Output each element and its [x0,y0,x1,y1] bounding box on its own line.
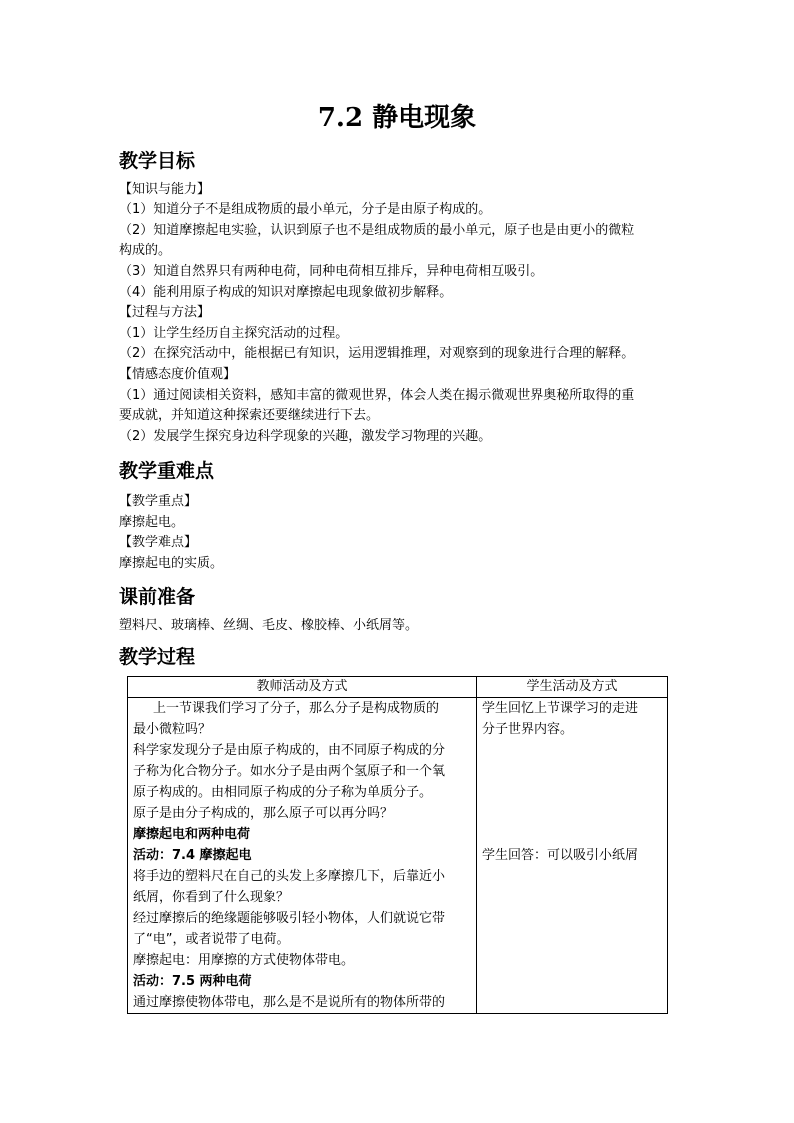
goals-line: 【过程与方法】 [119,305,211,320]
keypoints-line: 【教学难点】 [119,535,198,550]
section-heading-keypoints: 教学重难点 [119,460,215,482]
teacher-line: 子称为化合物分子。如水分子是由两个氢原子和一个氧 [133,764,446,779]
goals-line: 构成的。 [119,243,172,258]
teacher-line: 纸屑，你看到了什么现象？ [133,890,290,905]
section-heading-process: 教学过程 [119,646,196,668]
student-spacer [482,740,662,761]
prep-line: 塑料尺、玻璃棒、丝绸、毛皮、橡胶棒、小纸屑等。 [119,618,419,633]
student-line: 分子世界内容。 [482,722,574,737]
teacher-line: 科学家发现分子是由原子构成的，由不同原子构成的分 [133,743,446,758]
student-spacer [482,761,662,782]
student-cell [477,698,668,1014]
student-spacer [482,803,662,824]
keypoints-line: 摩擦起电。 [119,515,185,530]
goals-line: 要成就，并知道这种探索还要继续进行下去。 [119,408,380,423]
goals-line: （2）在探究活动中，能根据已有知识，运用逻辑推理，对观察到的现象进行合理的解释。 [119,346,635,361]
goals-line: （1）知道分子不是组成物质的最小单元，分子是由原子构成的。 [119,202,492,217]
table-header-teacher: 教师活动及方式 [128,677,477,698]
keypoints-line: 【教学重点】 [119,494,198,509]
goals-line: （3）知道自然界只有两种电荷，同种电荷相互排斥，异种电荷相互吸引。 [119,264,544,279]
student-line: 学生回忆上节课学习的走进 [482,701,639,716]
teacher-subheading: 活动：7.4 摩擦起电 [133,848,252,863]
goals-line: （1）通过阅读相关资料，感知丰富的微观世界，体会人类在揭示微观世界奥秘所取得的重 [119,388,635,403]
goals-line: 【知识与能力】 [119,182,211,197]
teacher-line: 摩擦起电：用摩擦的方式使物体带电。 [133,953,355,968]
goals-line: 【情感态度价值观】 [119,367,237,382]
goals-line: （2）知道摩擦起电实验，认识到原子也不是组成物质的最小单元，原子也是由更小的微粒 [119,223,635,238]
goals-line: （1）让学生经历自主探究活动的过程。 [119,326,349,341]
student-spacer [482,824,662,845]
teacher-subheading: 摩擦起电和两种电荷 [133,827,251,842]
teacher-line: 经过摩擦后的绝缘题能够吸引轻小物体，人们就说它带 [133,911,446,926]
teacher-line: 了“电”，或者说带了电荷。 [133,932,290,947]
table-header-row [128,677,668,698]
teacher-line: 原子构成的。由相同原子构成的分子称为单质分子。 [133,785,433,800]
teacher-line: 将手边的塑料尺在自己的头发上多摩擦几下，后靠近小 [133,869,446,884]
student-spacer [482,782,662,803]
teacher-cell [128,698,477,1014]
teacher-line: 最小微粒吗？ [133,722,212,737]
goals-line: （2）发展学生探究身边科学现象的兴趣，激发学习物理的兴趣。 [119,429,492,444]
process-table [127,676,668,1014]
teacher-subheading: 活动：7.5 两种电荷 [133,974,252,989]
table-header-student: 学生活动及方式 [477,677,668,698]
section-heading-prep: 课前准备 [119,586,196,608]
teacher-line: 通过摩擦使物体带电，那么是不是说所有的物体所带的 [133,995,446,1010]
section-heading-goals: 教学目标 [119,150,196,172]
goals-line: （4）能利用原子构成的知识对摩擦起电现象做初步解释。 [119,285,453,300]
student-line: 学生回答：可以吸引小纸屑 [482,848,639,863]
table-row [128,698,668,1014]
teacher-line: 上一节课我们学习了分子，那么分子是构成物质的 [153,701,440,716]
teacher-line: 原子是由分子构成的，那么原子可以再分吗？ [133,806,394,821]
page-title: 7.2 静电现象 [317,103,477,133]
keypoints-line: 摩擦起电的实质。 [119,556,224,571]
